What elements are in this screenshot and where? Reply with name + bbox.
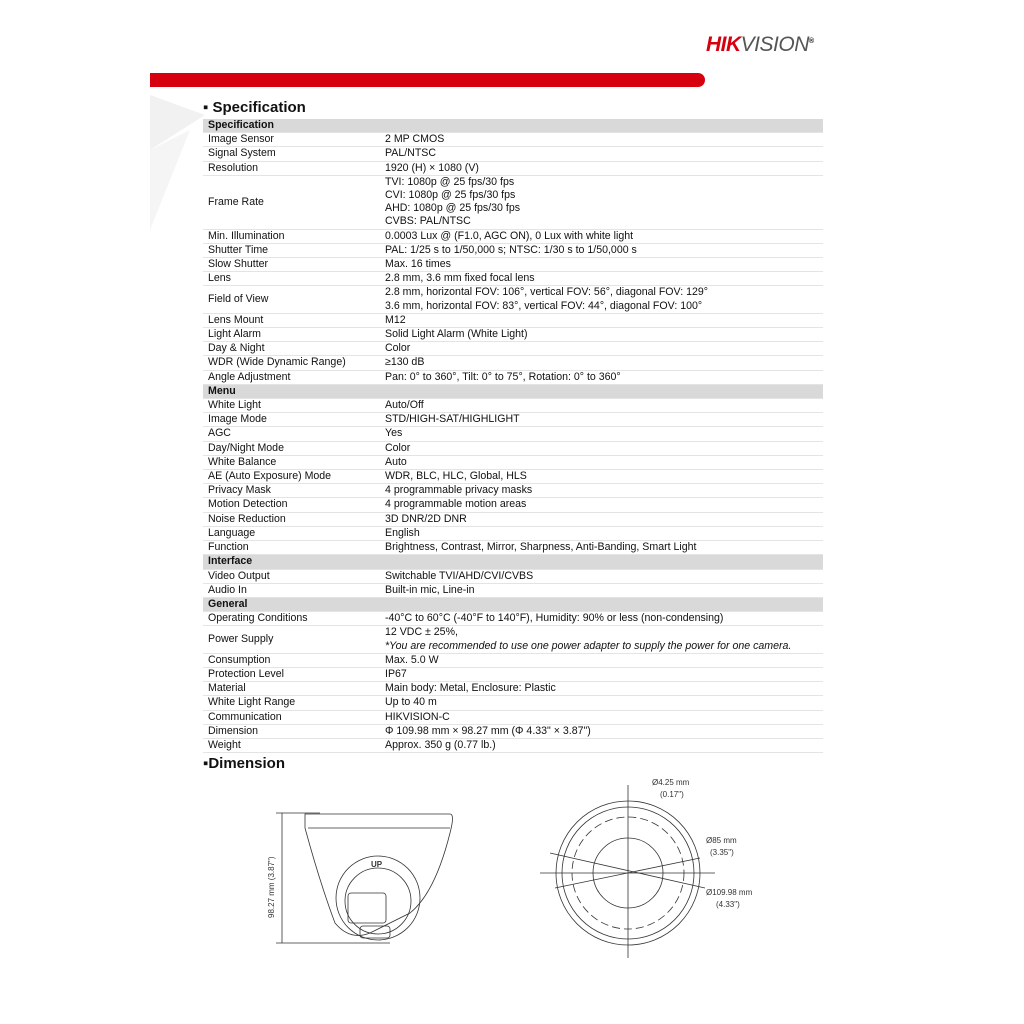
section-title: Interface (203, 555, 823, 569)
section-title: Menu (203, 384, 823, 398)
spec-row (203, 147, 823, 161)
spec-value (380, 626, 823, 653)
spec-value (380, 399, 823, 413)
spec-value-line: 4 programmable privacy masks (385, 484, 533, 497)
spec-value (380, 313, 823, 327)
spec-label: Lens (203, 272, 380, 286)
spec-row (203, 342, 823, 356)
spec-label: AE (Auto Exposure) Mode (203, 470, 380, 484)
spec-value-line: 12 VDC ± 25%, (385, 626, 458, 639)
spec-value-line: PAL/NTSC (385, 147, 437, 160)
spec-value (380, 286, 823, 313)
section-header (203, 555, 823, 569)
section-header (203, 384, 823, 398)
spec-value (380, 328, 823, 342)
header-red-bar (150, 73, 705, 87)
spec-row (203, 243, 823, 257)
spec-row (203, 724, 823, 738)
spec-row (203, 229, 823, 243)
spec-value-line: PAL: 1/25 s to 1/50,000 s; NTSC: 1/30 s to 1/50,000 s (385, 243, 637, 256)
spec-label: Frame Rate (203, 175, 380, 229)
spec-value-line: Brightness, Contrast, Mirror, Sharpness, Anti-Banding, Smart Light (385, 541, 697, 554)
spec-value (380, 272, 823, 286)
spec-value (380, 738, 823, 752)
hikvision-logo: HIKVISION® (706, 33, 814, 56)
spec-value-line: 2.8 mm, 3.6 mm fixed focal lens (385, 272, 535, 285)
spec-value-line: 0.0003 Lux @ (F1.0, AGC ON), 0 Lux with white light (385, 229, 634, 242)
spec-value-line: Yes (385, 427, 403, 440)
spec-row (203, 667, 823, 681)
spec-row (203, 682, 823, 696)
spec-row (203, 626, 823, 653)
spec-label: White Light (203, 399, 380, 413)
spec-row (203, 441, 823, 455)
spec-label: Noise Reduction (203, 512, 380, 526)
spec-row (203, 272, 823, 286)
svg-text:(0.17"): (0.17") (660, 790, 684, 800)
spec-value (380, 667, 823, 681)
spec-value (380, 175, 823, 229)
spec-label: Angle Adjustment (203, 370, 380, 384)
spec-row (203, 569, 823, 583)
spec-value (380, 133, 823, 147)
spec-row (203, 161, 823, 175)
spec-value-line: 3D DNR/2D DNR (385, 512, 467, 525)
spec-value-line: CVI: 1080p @ 25 fps/30 fps (385, 189, 516, 202)
spec-label: WDR (Wide Dynamic Range) (203, 356, 380, 370)
spec-value-line: M12 (385, 313, 406, 326)
section-header (203, 597, 823, 611)
spec-row (203, 399, 823, 413)
spec-row (203, 313, 823, 327)
spec-value-line: IP67 (385, 667, 407, 680)
spec-value (380, 229, 823, 243)
spec-value (380, 541, 823, 555)
spec-value-line: Main body: Metal, Enclosure: Plastic (385, 682, 556, 695)
spec-value (380, 243, 823, 257)
spec-row (203, 738, 823, 752)
spec-value-line: TVI: 1080p @ 25 fps/30 fps (385, 175, 515, 188)
spec-value (380, 258, 823, 272)
spec-row (203, 526, 823, 540)
spec-value-line: Built-in mic, Line-in (385, 583, 475, 596)
spec-label: Signal System (203, 147, 380, 161)
spec-value (380, 682, 823, 696)
spec-label: Language (203, 526, 380, 540)
spec-value (380, 724, 823, 738)
spec-label: Consumption (203, 653, 380, 667)
spec-label: Privacy Mask (203, 484, 380, 498)
spec-value (380, 161, 823, 175)
spec-label: Audio In (203, 583, 380, 597)
svg-text:UP: UP (371, 860, 383, 870)
spec-row (203, 413, 823, 427)
section-title: Specification (203, 119, 823, 133)
spec-row (203, 328, 823, 342)
spec-value-line: Approx. 350 g (0.77 lb.) (385, 738, 496, 751)
spec-row (203, 653, 823, 667)
spec-value (380, 696, 823, 710)
spec-row (203, 484, 823, 498)
spec-value-line: Max. 16 times (385, 258, 451, 271)
spec-value (380, 470, 823, 484)
spec-label: Image Sensor (203, 133, 380, 147)
spec-value (380, 413, 823, 427)
bottom-view-drawing (540, 778, 753, 958)
spec-value-line: 1920 (H) × 1080 (V) (385, 161, 479, 174)
spec-value (380, 370, 823, 384)
spec-row (203, 612, 823, 626)
spec-value (380, 583, 823, 597)
spec-label: Communication (203, 710, 380, 724)
spec-value (380, 569, 823, 583)
spec-label: Weight (203, 738, 380, 752)
spec-value-line: Switchable TVI/AHD/CVI/CVBS (385, 569, 534, 582)
specification-heading: ▪ Specification (203, 99, 306, 116)
side-view-drawing (267, 813, 453, 943)
spec-row (203, 696, 823, 710)
spec-value-line: Φ 109.98 mm × 98.27 mm (Φ 4.33" × 3.87") (385, 724, 591, 737)
spec-label: Dimension (203, 724, 380, 738)
spec-value (380, 484, 823, 498)
spec-value-line: 2.8 mm, horizontal FOV: 106°, vertical FOV: 56°, diagonal FOV: 129° (385, 286, 709, 299)
spec-label: White Light Range (203, 696, 380, 710)
spec-label: Day/Night Mode (203, 441, 380, 455)
spec-value-line: WDR, BLC, HLC, Global, HLS (385, 470, 527, 483)
spec-value (380, 455, 823, 469)
spec-label: White Balance (203, 455, 380, 469)
spec-row (203, 427, 823, 441)
spec-value-line: Pan: 0° to 360°, Tilt: 0° to 75°, Rotation: 0° to 360° (385, 370, 621, 383)
spec-value-line: Max. 5.0 W (385, 653, 439, 666)
spec-value-line: 3.6 mm, horizontal FOV: 83°, vertical FOV: 44°, diagonal FOV: 100° (385, 299, 703, 312)
spec-label: Power Supply (203, 626, 380, 653)
spec-label: Material (203, 682, 380, 696)
spec-value-line: Up to 40 m (385, 696, 437, 709)
spec-value-line: CVBS: PAL/NTSC (385, 215, 471, 228)
spec-row (203, 710, 823, 724)
spec-value-line: AHD: 1080p @ 25 fps/30 fps (385, 202, 521, 215)
spec-value-line: Auto/Off (385, 399, 424, 412)
spec-row (203, 258, 823, 272)
spec-value-line: Auto (385, 455, 407, 468)
spec-label: Lens Mount (203, 313, 380, 327)
spec-value (380, 147, 823, 161)
spec-row (203, 498, 823, 512)
spec-label: Image Mode (203, 413, 380, 427)
spec-value (380, 526, 823, 540)
spec-value (380, 653, 823, 667)
content-flow (203, 119, 823, 963)
spec-label: Video Output (203, 569, 380, 583)
svg-text:98.27 mm (3.87"): 98.27 mm (3.87") (267, 856, 276, 919)
spec-value-line: *You are recommended to use one power adapter to supply the power for one camera. (385, 639, 792, 652)
spec-row (203, 541, 823, 555)
spec-label: Day & Night (203, 342, 380, 356)
spec-row (203, 286, 823, 313)
section-title: General (203, 597, 823, 611)
spec-row (203, 455, 823, 469)
spec-value (380, 612, 823, 626)
spec-label: Light Alarm (203, 328, 380, 342)
svg-text:Ø4.25 mm: Ø4.25 mm (652, 778, 690, 788)
spec-label: Function (203, 541, 380, 555)
spec-label: Motion Detection (203, 498, 380, 512)
spec-label: Protection Level (203, 667, 380, 681)
spec-value (380, 427, 823, 441)
spec-row (203, 583, 823, 597)
spec-row (203, 175, 823, 229)
spec-label: Operating Conditions (203, 612, 380, 626)
spec-row (203, 512, 823, 526)
spec-value-line: Solid Light Alarm (White Light) (385, 328, 528, 341)
spec-value-line: Color (385, 441, 411, 454)
spec-row (203, 356, 823, 370)
spec-label: Field of View (203, 286, 380, 313)
spec-label: Slow Shutter (203, 258, 380, 272)
spec-row (203, 470, 823, 484)
spec-value-line: STD/HIGH-SAT/HIGHLIGHT (385, 413, 520, 426)
spec-value-line: ≥130 dB (385, 356, 425, 369)
spec-label: Resolution (203, 161, 380, 175)
dimension-heading: ▪Dimension (203, 755, 285, 773)
spec-value-line: 2 MP CMOS (385, 133, 445, 146)
spec-label: Shutter Time (203, 243, 380, 257)
svg-text:Ø109.98 mm: Ø109.98 mm (706, 888, 753, 898)
svg-text:(4.33"): (4.33") (716, 900, 740, 910)
dimension-drawings (260, 773, 780, 963)
svg-text:(3.35"): (3.35") (710, 848, 734, 858)
decorative-watermark (150, 90, 210, 230)
spec-value-line: HIKVISION-C (385, 710, 450, 723)
spec-value (380, 498, 823, 512)
spec-value (380, 342, 823, 356)
spec-label: AGC (203, 427, 380, 441)
spec-label: Min. Illumination (203, 229, 380, 243)
svg-text:Ø85 mm: Ø85 mm (706, 836, 737, 846)
spec-value (380, 441, 823, 455)
spec-row (203, 370, 823, 384)
spec-value-line: English (385, 526, 420, 539)
spec-value (380, 512, 823, 526)
spec-row (203, 133, 823, 147)
section-header (203, 119, 823, 133)
spec-value-line: -40°C to 60°C (-40°F to 140°F), Humidity: 90% or less (non-condensing) (385, 612, 724, 625)
spec-table (203, 119, 823, 753)
spec-value (380, 356, 823, 370)
spec-value-line: Color (385, 342, 411, 355)
spec-value-line: 4 programmable motion areas (385, 498, 527, 511)
spec-value (380, 710, 823, 724)
